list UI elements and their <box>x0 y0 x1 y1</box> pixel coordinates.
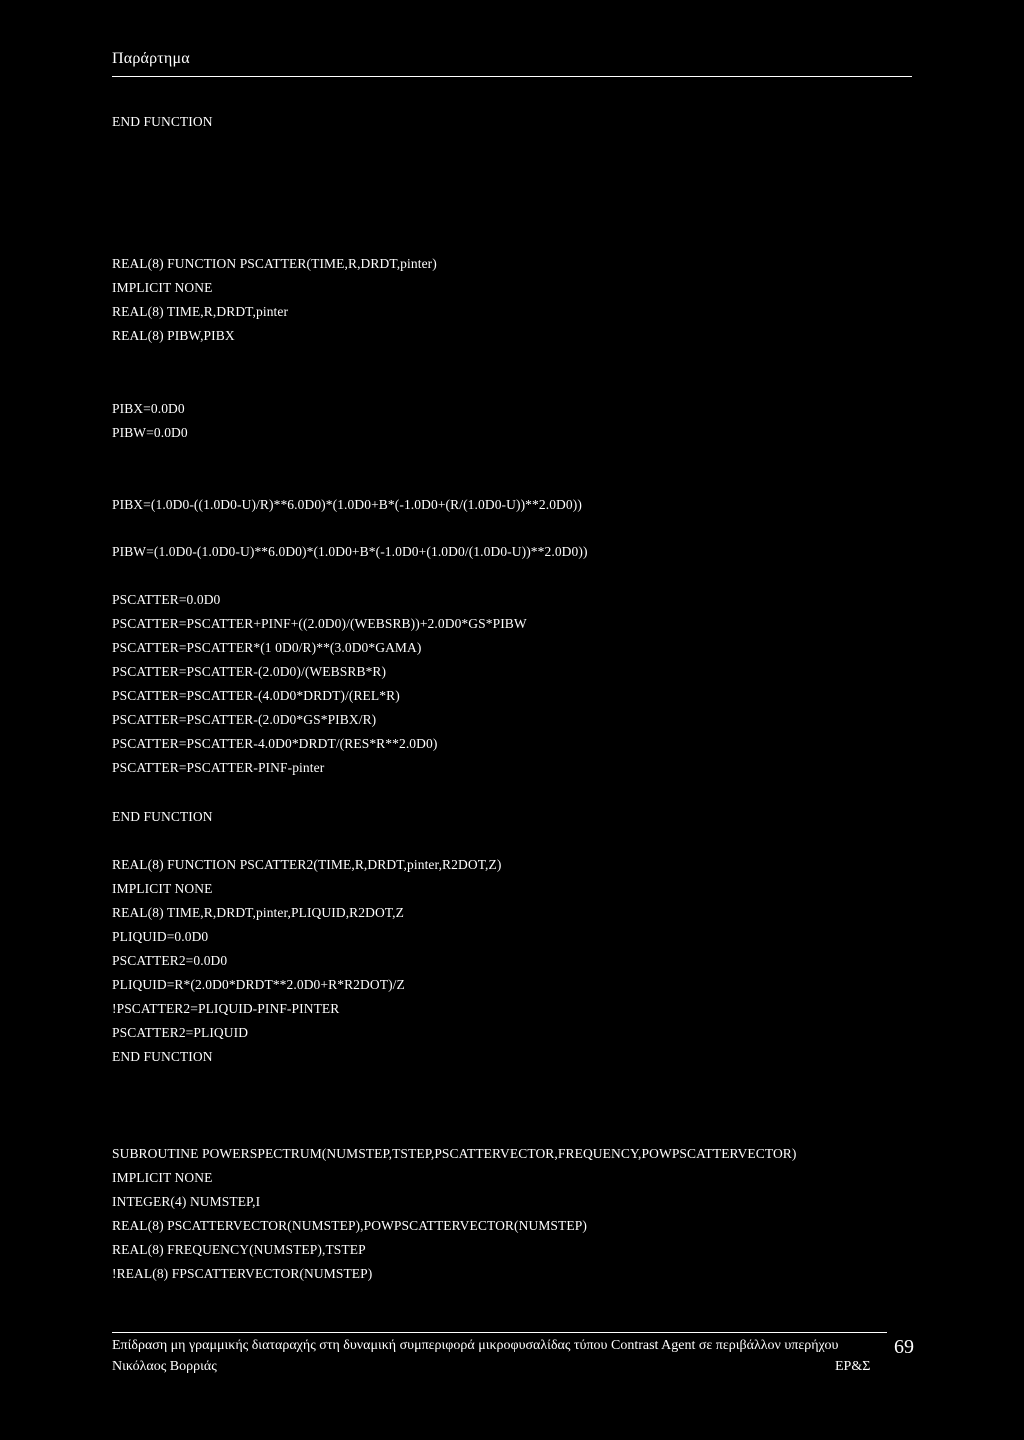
code-line: PSCATTER=0.0D0 <box>112 592 221 607</box>
code-line: REAL(8) FREQUENCY(NUMSTEP),TSTEP <box>112 1242 366 1257</box>
code-line: PLIQUID=R*(2.0D0*DRDT**2.0D0+R*R2DOT)/Z <box>112 977 405 992</box>
code-line: IMPLICIT NONE <box>112 1170 213 1185</box>
code-line: REAL(8) TIME,R,DRDT,pinter <box>112 304 289 319</box>
code-line: PSCATTER2=0.0D0 <box>112 953 228 968</box>
code-line: PLIQUID=0.0D0 <box>112 929 209 944</box>
page-number: 69 <box>894 1336 914 1358</box>
code-line: PSCATTER=PSCATTER-(2.0D0*GS*PIBX/R) <box>112 712 377 727</box>
code-line: PSCATTER2=PLIQUID <box>112 1025 249 1040</box>
header-divider <box>112 76 912 77</box>
footer-description: Επίδραση μη γραμμικής διαταραχής στη δυναμική συμπεριφορά μικροφυσαλίδας τύπου Contrast Agent σε περιβάλλον υπερήχου <box>112 1338 839 1353</box>
code-line: PSCATTER=PSCATTER-(4.0D0*DRDT)/(REL*R) <box>112 688 400 703</box>
code-line: PSCATTER=PSCATTER*(1 0D0/R)**(3.0D0*GAMA) <box>112 640 422 655</box>
footer-divider <box>112 1332 887 1333</box>
code-line: PSCATTER=PSCATTER-PINF-pinter <box>112 760 325 775</box>
code-line: IMPLICIT NONE <box>112 280 213 295</box>
code-line: PSCATTER=PSCATTER+PINF+((2.0D0)/(WEBSRB))+2.0D0*GS*PIBW <box>112 616 527 631</box>
code-line: !REAL(8) FPSCATTERVECTOR(NUMSTEP) <box>112 1266 373 1281</box>
code-line: REAL(8) PIBW,PIBX <box>112 328 235 343</box>
code-line: PSCATTER=PSCATTER-4.0D0*DRDT/(RES*R**2.0D0) <box>112 736 438 751</box>
code-line: PIBX=0.0D0 <box>112 401 185 416</box>
footer-organization: ΕΡ&Σ <box>835 1359 871 1374</box>
code-line: REAL(8) PSCATTERVECTOR(NUMSTEP),POWPSCATTERVECTOR(NUMSTEP) <box>112 1218 587 1233</box>
footer-author: Νικόλαος Βορριάς <box>112 1359 217 1374</box>
code-line: SUBROUTINE POWERSPECTRUM(NUMSTEP,TSTEP,PSCATTERVECTOR,FREQUENCY,POWPSCATTERVECTOR) <box>112 1146 797 1161</box>
code-line: END FUNCTION <box>112 809 213 824</box>
code-line: REAL(8) FUNCTION PSCATTER2(TIME,R,DRDT,pinter,R2DOT,Z) <box>112 857 502 872</box>
code-line: PIBW=0.0D0 <box>112 425 188 440</box>
code-line: !PSCATTER2=PLIQUID-PINF-PINTER <box>112 1001 340 1016</box>
code-line: PIBW=(1.0D0-(1.0D0-U)**6.0D0)*(1.0D0+B*(-1.0D0+(1.0D0/(1.0D0-U))**2.0D0)) <box>112 544 588 559</box>
code-line: IMPLICIT NONE <box>112 881 213 896</box>
code-line: PIBX=(1.0D0-((1.0D0-U)/R)**6.0D0)*(1.0D0+B*(-1.0D0+(R/(1.0D0-U))**2.0D0)) <box>112 497 582 512</box>
page-header-title: Παράρτημα <box>112 50 190 67</box>
code-line: INTEGER(4) NUMSTEP,I <box>112 1194 261 1209</box>
code-line: END FUNCTION <box>112 114 213 129</box>
code-line: END FUNCTION <box>112 1049 213 1064</box>
code-line: PSCATTER=PSCATTER-(2.0D0)/(WEBSRB*R) <box>112 664 387 679</box>
code-line: REAL(8) TIME,R,DRDT,pinter,PLIQUID,R2DOT,Z <box>112 905 404 920</box>
code-line: REAL(8) FUNCTION PSCATTER(TIME,R,DRDT,pinter) <box>112 256 437 271</box>
